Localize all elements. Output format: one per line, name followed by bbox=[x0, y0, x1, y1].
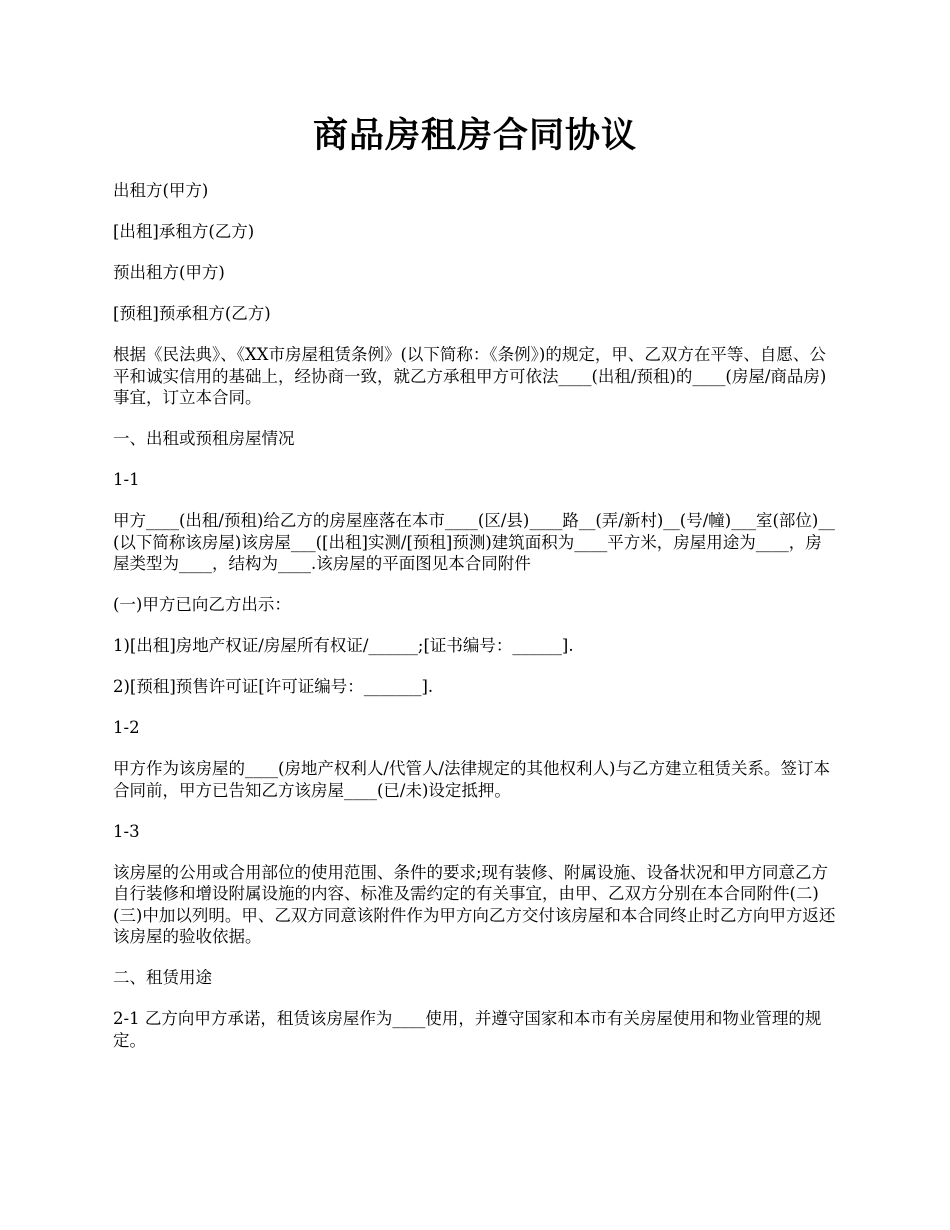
preamble-paragraph: 根据《民法典》、《XX市房屋租赁条例》(以下简称：《条例》)的规定，甲、乙双方在平等、自愿、公平和诚实信用的基础上，经协商一致，就乙方承租甲方可依法____(出租/预租)的____(房屋/商品房)事宜，订立本合同。 bbox=[113, 345, 827, 407]
party-lessee-label: [出租]承租方(乙方) bbox=[113, 222, 255, 241]
clause-number: 1-1 bbox=[113, 470, 140, 489]
party-pre-lessor-label: 预出租方(甲方) bbox=[113, 263, 225, 282]
document-title: 商品房租房合同协议 bbox=[312, 115, 637, 156]
section-heading-2: 二、租赁用途 bbox=[113, 968, 212, 987]
party-lessor-label: 出租方(甲方) bbox=[113, 181, 209, 200]
clause-number: 1-3 bbox=[113, 821, 140, 841]
section-heading-1: 一、出租或预租房屋情况 bbox=[113, 429, 295, 448]
clause-paragraph: 2-1 乙方向甲方承诺，租赁该房屋作为____使用，并遵守国家和本市有关房屋使用和物业管理的规定。 bbox=[113, 1009, 822, 1050]
clause-paragraph: 该房屋的公用或合用部位的使用范围、条件的要求;现有装修、附属设施、设备状况和甲方同意乙方自行装修和增设附属设施的内容、标准及需约定的有关事宜，由甲、乙双方分别在本合同附件(二)(三)中加以列明。甲、乙双方同意该附件作为甲方向乙方交付该房屋和本合同终止时乙方向甲方返还该房屋的验收依据。 bbox=[113, 862, 836, 946]
list-item: 1)[出租]房地产权证/房屋所有权证/______;[证书编号：______]. bbox=[113, 636, 574, 655]
clause-paragraph: 甲方作为该房屋的____(房地产权利人/代管人/法律规定的其他权利人)与乙方建立租赁关系。签订本合同前，甲方已告知乙方该房屋____(已/未)设定抵押。 bbox=[113, 759, 830, 800]
sub-heading: (一)甲方已向乙方出示： bbox=[113, 595, 291, 614]
party-pre-lessee-label: [预租]预承租方(乙方) bbox=[113, 304, 271, 323]
list-item: 2)[预租]预售许可证[许可证编号：_______]. bbox=[113, 677, 434, 696]
document-body bbox=[113, 180, 838, 1071]
clause-number: 1-2 bbox=[113, 718, 140, 737]
clause-paragraph: 甲方____(出租/预租)给乙方的房屋座落在本市____(区/县)____路__(弄/新村)__(号/幢)___室(部位)__(以下简称该房屋)该房屋___([出租]实测/[预租]预测)建筑面积为____平方米，房屋用途为____，房屋类型为____，结构为____.该房屋的平面图见本合同附件 bbox=[113, 511, 835, 573]
